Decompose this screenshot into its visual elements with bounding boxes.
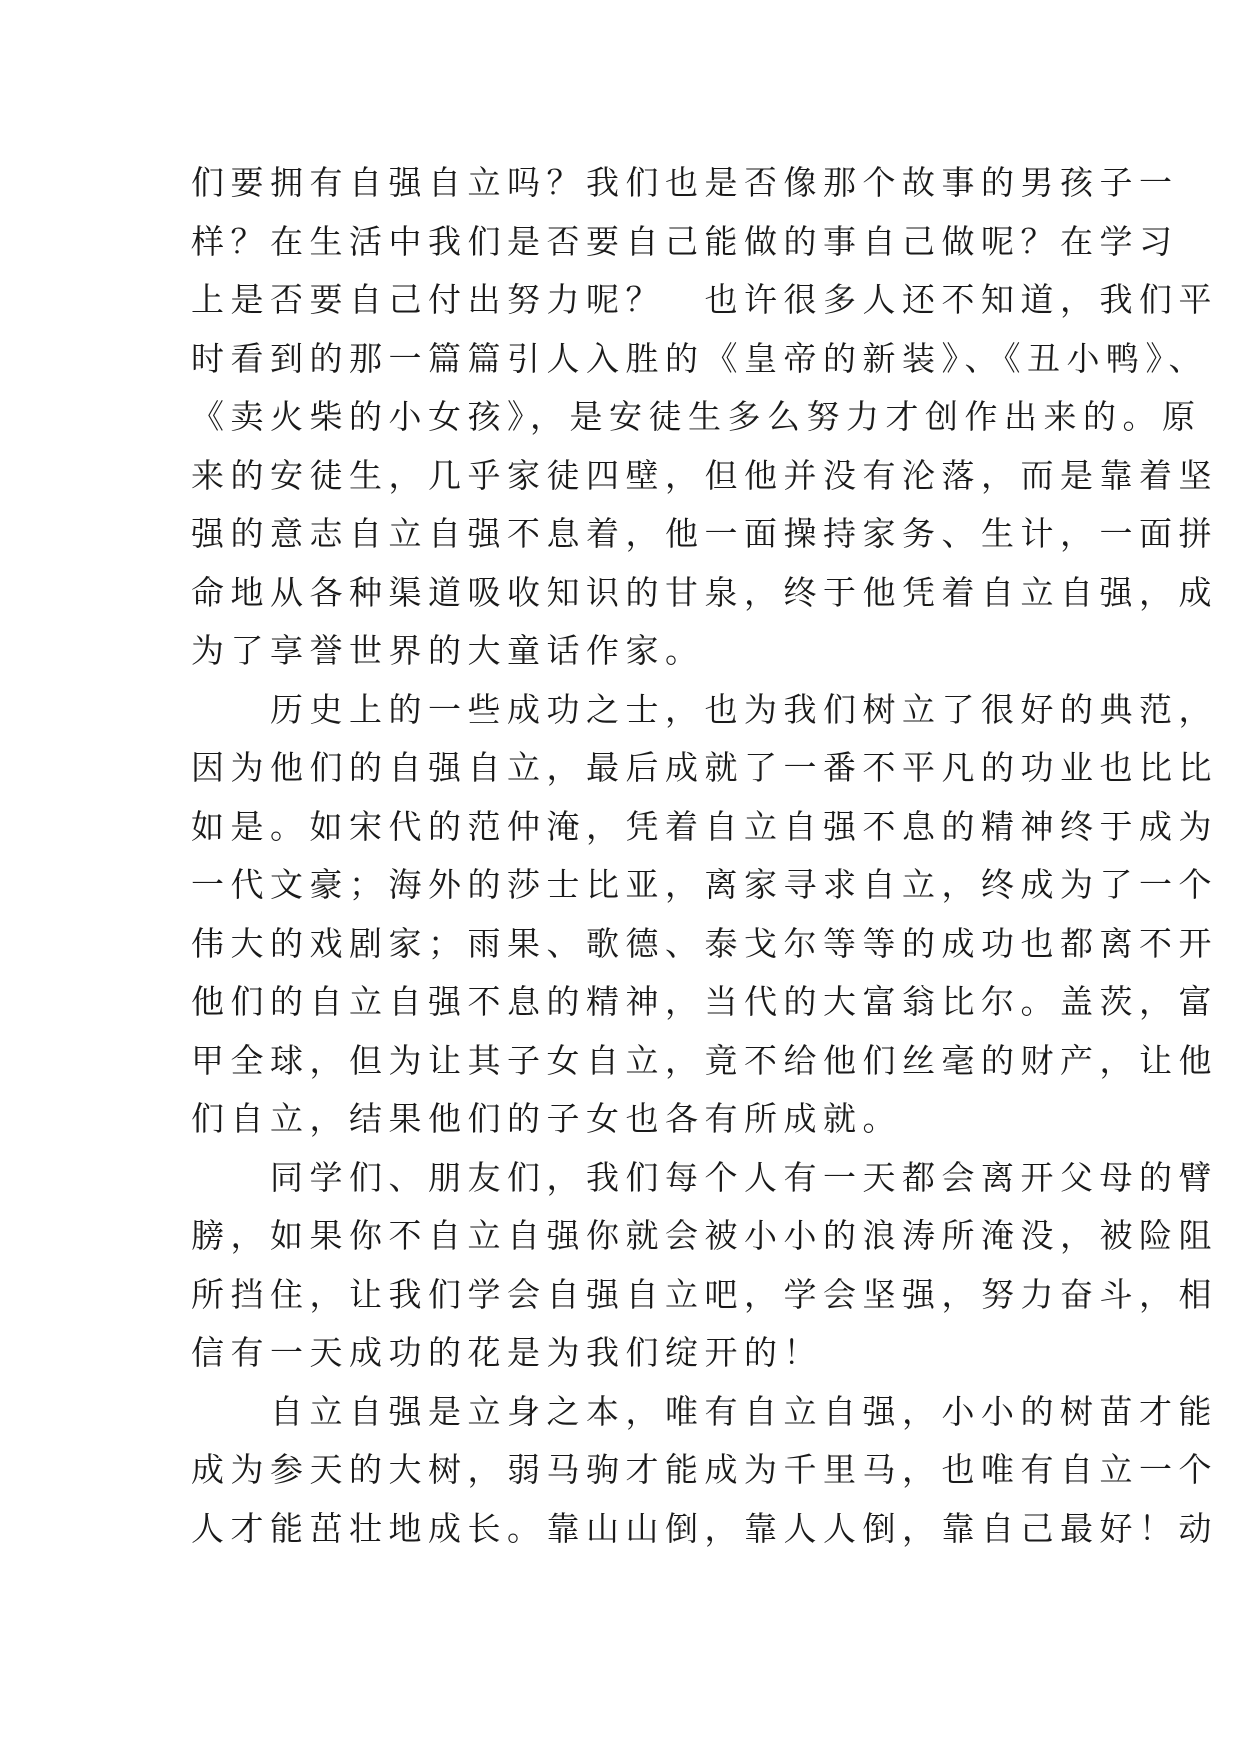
text-line: 们要拥有自强自立吗？我们也是否像那个故事的男孩子一 xyxy=(191,163,1179,202)
text-line: 甲全球，但为让其子女自立，竟不给他们丝毫的财产，让他 xyxy=(191,1040,1218,1080)
text-line: 如是。如宋代的范仲淹，凭着自立自强不息的精神终于成为 xyxy=(191,806,1218,846)
text-line: 成为参天的大树，弱马驹才能成为千里马，也唯有自立一个 xyxy=(191,1450,1218,1489)
text-line: 信有一天成功的花是为我们绽开的！ xyxy=(191,1333,823,1372)
text-line: 们自立，结果他们的子女也各有所成就。 xyxy=(191,1099,902,1138)
paragraph-first-line: 历史上的一些成功之士，也为我们树立了很好的典范， xyxy=(270,689,1218,729)
text-line: 强的意志自立自强不息着，他一面操持家务、生计，一面拼 xyxy=(191,514,1218,553)
text-line: 伟大的戏剧家；雨果、歌德、泰戈尔等等的成功也都离不开 xyxy=(191,923,1218,963)
document-body xyxy=(191,154,1218,1558)
text-line: 他们的自立自强不息的精神，当代的大富翁比尔。盖茨，富 xyxy=(191,982,1218,1021)
text-line: 为了享誉世界的大童话作家。 xyxy=(191,631,705,670)
text-line: 《卖火柴的小女孩》，是安徒生多么努力才创作出来的。原 xyxy=(191,397,1202,436)
text-line: 一代文豪；海外的莎士比亚，离家寻求自立，终成为了一个 xyxy=(191,865,1218,904)
text-line: 命地从各种渠道吸收知识的甘泉，终于他凭着自立自强，成 xyxy=(191,572,1218,612)
paragraph-first-line: 同学们、朋友们，我们每个人有一天都会离开父母的臂 xyxy=(270,1157,1218,1197)
text-line: 人才能茁壮地成长。靠山山倒，靠人人倒，靠自己最好！动 xyxy=(191,1508,1218,1548)
text-line: 上是否要自己付出努力呢？ 也许很多人还不知道，我们平 xyxy=(191,280,1218,319)
text-line: 来的安徒生，几乎家徒四壁，但他并没有沦落，而是靠着坚 xyxy=(191,455,1218,495)
text-line: 样？在生活中我们是否要自己能做的事自己做呢？在学习 xyxy=(191,221,1179,261)
text-line: 时看到的那一篇篇引人入胜的《皇帝的新装》、《丑小鸭》、 xyxy=(191,338,1208,378)
paragraph-first-line: 自立自强是立身之本，唯有自立自强，小小的树苗才能 xyxy=(270,1391,1218,1431)
text-line: 膀，如果你不自立自强你就会被小小的浪涛所淹没，被险阻 xyxy=(191,1216,1218,1255)
text-line: 所挡住，让我们学会自强自立吧，学会坚强，努力奋斗，相 xyxy=(191,1274,1218,1314)
text-line: 因为他们的自强自立，最后成就了一番不平凡的功业也比比 xyxy=(191,748,1218,787)
